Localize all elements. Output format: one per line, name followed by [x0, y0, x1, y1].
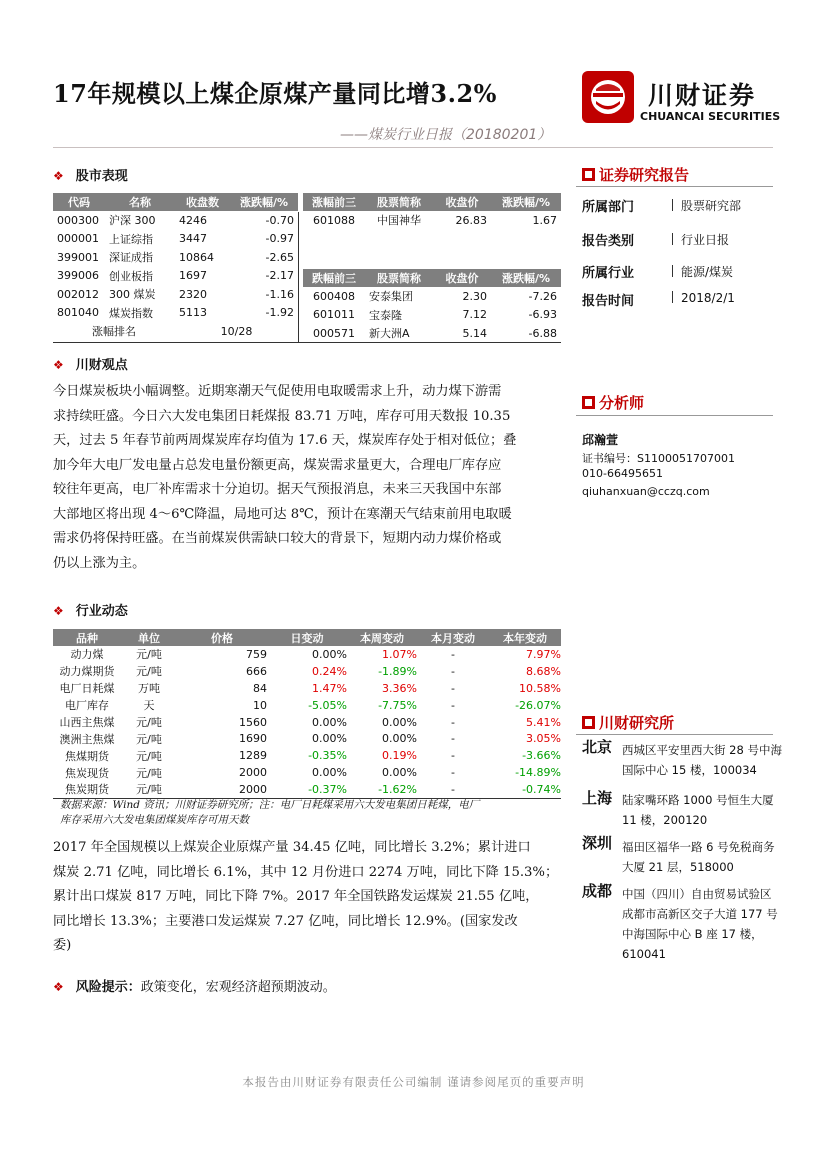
col-header: 单位	[121, 629, 177, 646]
paragraph-line: 煤炭 2.71 亿吨，同比增长 6.1%，其中 12 月份进口 2274 万吨，同比下降 15.3%；	[53, 864, 559, 880]
table-cell: 新大洲A	[369, 327, 410, 341]
market-heading-text: 股市表现	[75, 169, 128, 184]
table-cell: 1690	[239, 732, 267, 746]
table-row	[53, 211, 298, 230]
industry-label: 所属行业	[582, 266, 635, 281]
paragraph-line: 2017 年全国规模以上煤炭企业原煤产量 34.45 亿吨，同比增长 3.2%；累计进口	[53, 840, 531, 855]
office-address-shenzhen: 福田区福华一路 6 号免税商务大厦 21 层，518000	[622, 840, 775, 874]
table-cell: 宝泰隆	[369, 308, 402, 322]
table-cell: 3.36%	[382, 681, 417, 695]
paragraph-line: 加今年大电厂发电量占总发电量份额更高，煤炭需求量更大，合理电厂库存应	[53, 457, 502, 473]
note-line: 库存采用六大发电集团煤炭库存可用天数	[60, 814, 249, 826]
table-cell: 元/吨	[136, 766, 162, 780]
table-row	[53, 680, 561, 697]
table-cell: 1.67	[532, 213, 557, 227]
col-header: 本月变动	[417, 629, 489, 646]
table-cell: 000300	[57, 213, 99, 227]
table-cell: -1.89%	[378, 664, 417, 678]
table-cell: 10	[253, 698, 267, 712]
report-info-heading	[582, 164, 689, 185]
table-row	[53, 747, 561, 764]
report-subtitle: ——煤炭行业日报（20180201）	[340, 127, 552, 143]
table-row	[303, 306, 561, 325]
report-info-heading-text: 证券研究报告	[599, 166, 690, 184]
table-cell: 0.19%	[382, 749, 417, 763]
divider	[576, 734, 773, 735]
divider	[576, 415, 773, 416]
office-address-beijing: 西城区平安里西大街 28 号中海国际中心 15 楼，100034	[622, 743, 782, 777]
col-header: 收盘价	[433, 193, 491, 211]
table-cell: -1.62%	[347, 781, 417, 798]
table-cell: -6.93	[528, 308, 557, 322]
table-cell: 元/吨	[136, 665, 162, 679]
table-cell: 0.00%	[382, 732, 417, 746]
table-cell: 创业板指	[109, 269, 153, 283]
table-cell: -0.97	[265, 232, 294, 246]
analyst-heading	[582, 392, 644, 413]
type-label: 报告类别	[582, 234, 635, 249]
table-cell: 沪深 300	[109, 214, 156, 228]
table-cell: 1.47%	[312, 681, 347, 695]
table-cell: 电厂日耗煤	[59, 682, 115, 696]
table-cell: 焦炭现货	[65, 766, 109, 780]
table-cell: -2.17	[265, 269, 294, 283]
table-cell: 399006	[57, 269, 99, 283]
table-cell: 0.00%	[382, 715, 417, 729]
table-cell: -0.74%	[489, 781, 561, 798]
table-cell: 84	[253, 681, 267, 695]
report-title: 17年规模以上煤企原煤产量同比增3.2%	[53, 79, 497, 108]
industry-price-table	[53, 629, 561, 799]
diamond-bullet-icon: ❖	[53, 980, 64, 994]
analyst-heading-text: 分析师	[599, 394, 645, 412]
table-cell: 澳洲主焦煤	[59, 732, 115, 746]
table-cell: 1697	[179, 269, 207, 283]
table-cell: -5.05%	[308, 698, 347, 712]
table-row	[53, 267, 298, 286]
risk-line	[53, 976, 336, 995]
table-cell: 2000	[239, 766, 267, 780]
table-cell: -2.65	[265, 250, 294, 264]
date-value: 2018/2/1	[672, 291, 735, 305]
analyst-email[interactable]: qiuhanxuan@cczq.com	[582, 485, 710, 498]
paragraph-line: 大部地区将出现 4～6℃降温，局地可达 8℃，预计在寒潮天气结束前用电取暖	[53, 506, 512, 522]
table-cell: 801040	[57, 306, 99, 320]
table-cell: -7.75%	[378, 698, 417, 712]
diamond-bullet-icon: ❖	[53, 169, 64, 183]
col-header: 涨跌幅/%	[230, 193, 298, 211]
table-cell: 动力煤	[70, 648, 104, 662]
diamond-bullet-icon: ❖	[53, 604, 64, 618]
view-heading-text: 川财观点	[75, 358, 128, 373]
col-header: 涨幅前三	[303, 193, 365, 211]
view-heading	[53, 354, 128, 373]
table-cell: -	[451, 681, 455, 695]
table-cell: -	[451, 715, 455, 729]
type-value: 行业日报	[672, 231, 729, 248]
col-header: 跌幅前三	[303, 269, 365, 287]
table-cell: -	[451, 766, 455, 780]
table-cell: 焦煤期货	[65, 749, 109, 763]
table-row	[53, 714, 561, 731]
dept-value: 股票研究部	[672, 197, 741, 214]
table-cell: 1.07%	[382, 647, 417, 661]
rank-row	[53, 322, 298, 341]
table-cell: 元/吨	[136, 716, 162, 729]
table-cell: 元/吨	[136, 732, 162, 746]
table-cell: 4246	[179, 213, 207, 227]
col-header: 本年变动	[489, 629, 561, 646]
risk-text: 政策变化，宏观经济超预期波动。	[140, 980, 336, 995]
empty-row	[303, 248, 561, 267]
col-header: 本周变动	[347, 629, 417, 646]
table-cell: 动力煤期货	[59, 665, 115, 679]
industry-value: 能源/煤炭	[672, 263, 733, 280]
square-bullet-icon	[582, 396, 595, 409]
table-cell: 2000	[177, 781, 267, 798]
table-row	[53, 646, 561, 663]
office-address-shanghai: 陆家嘴环路 1000 号恒生大厦 11 楼，200120	[622, 793, 774, 827]
table-cell: -	[451, 749, 455, 763]
table-header-row	[53, 629, 561, 646]
table-cell: 中国神华	[377, 214, 421, 228]
square-bullet-icon	[582, 168, 595, 181]
col-header: 收盘数	[175, 193, 230, 211]
risk-label: 风险提示：	[75, 980, 141, 995]
paragraph-line: 较往年更高，电厂补库需求十分迫切。据天气预报消息，未来三天我国中东部	[53, 482, 502, 497]
table-row	[53, 764, 561, 781]
table-cell: 0.00%	[312, 647, 347, 661]
table-cell: 600408	[313, 289, 355, 303]
header-divider	[53, 147, 773, 148]
table-cell: 1289	[239, 749, 267, 763]
view-paragraph	[53, 380, 565, 576]
table-cell: 002012	[57, 287, 99, 301]
table-cell: 深证成指	[109, 251, 153, 265]
table-cell: 3.05%	[526, 732, 561, 746]
table-cell: 7.12	[462, 308, 487, 322]
col-header: 价格	[177, 629, 267, 646]
table-row	[53, 230, 298, 249]
table-cell: 759	[246, 647, 267, 661]
table-cell: -0.70	[265, 213, 294, 227]
divider	[576, 186, 773, 187]
table-cell: -7.26	[528, 289, 557, 303]
page-footer: 本报告由川财证券有限责任公司编制 谨请参阅尾页的重要声明	[242, 1075, 585, 1089]
table-cell: 601088	[313, 213, 355, 227]
paragraph-line: 仍以上涨为主。	[53, 555, 146, 571]
table-cell: -6.88	[528, 326, 557, 340]
table-cell: 8.68%	[526, 664, 561, 678]
table-cell: 0.00%	[312, 732, 347, 746]
paragraph-line: 委)	[53, 938, 72, 953]
table-cell: -	[451, 647, 455, 661]
paragraph-line: 同比增长 13.3%；主要港口发运煤炭 7.27 亿吨，同比增长 12.9%。(国家发改	[53, 913, 518, 929]
rank-label: 涨幅排名	[92, 325, 136, 339]
table-cell: 0.24%	[312, 664, 347, 678]
col-header: 涨跌幅/%	[491, 269, 561, 287]
table-cell: 3447	[179, 232, 207, 246]
table-cell: -0.35%	[308, 749, 347, 763]
table-row	[303, 287, 561, 306]
table-header-row	[303, 193, 561, 211]
industry-heading	[53, 600, 128, 619]
paragraph-line: 求持续旺盛。今日六大发电集团日耗煤报 83.71 万吨，库存可用天数报 10.35	[53, 408, 511, 424]
table-cell: -	[451, 664, 455, 678]
table-cell: 万吨	[138, 682, 160, 696]
dept-label: 所属部门	[582, 200, 635, 215]
brand-name-cn: 川财证券	[648, 81, 757, 110]
data-source-note	[60, 798, 560, 828]
table-cell: 666	[246, 664, 267, 678]
office-city-shanghai: 上海	[582, 789, 613, 807]
market-heading	[53, 165, 128, 184]
table-cell: -0.37%	[267, 781, 347, 798]
table-cell: 399001	[57, 250, 99, 264]
table-cell: 元/吨	[136, 648, 162, 662]
square-bullet-icon	[582, 716, 595, 729]
brand-name-en: CHUANCAI SECURITIES	[640, 110, 781, 123]
paragraph-line: 需求仍将保持旺盛。在当前煤炭供需缺口较大的背景下，短期内动力煤价格或	[53, 531, 502, 546]
table-cell: 2.30	[462, 289, 487, 303]
table-row	[303, 211, 561, 230]
table-cell: 安泰集团	[369, 290, 413, 304]
table-cell: 上证综指	[109, 232, 153, 246]
col-header: 品种	[53, 629, 121, 646]
table-cell: 000571	[313, 326, 355, 340]
table-cell: 5113	[179, 306, 207, 320]
table-cell: -	[417, 781, 489, 798]
office-city-shenzhen: 深圳	[582, 834, 613, 852]
table-header-row	[303, 269, 561, 287]
date-label: 报告时间	[582, 294, 635, 309]
market-index-table	[53, 193, 298, 341]
table-row	[53, 781, 561, 798]
col-header: 涨跌幅/%	[491, 193, 561, 211]
col-header: 日变动	[267, 629, 347, 646]
table-row	[53, 304, 298, 323]
table-cell: 元/吨	[136, 749, 162, 763]
table-cell: 1560	[239, 715, 267, 729]
analyst-cert: 证书编号：S1100051707001	[582, 452, 735, 465]
table-cell: 0.00%	[382, 766, 417, 780]
table-cell: -	[451, 698, 455, 712]
table-cell: -14.89%	[515, 766, 561, 780]
table-cell: 0.00%	[312, 766, 347, 780]
table-cell: 26.83	[455, 213, 487, 227]
table-cell: -26.07%	[515, 698, 561, 712]
table-cell: 10864	[179, 250, 214, 264]
table-cell: 0.00%	[312, 715, 347, 729]
table-row	[53, 248, 298, 267]
col-header: 股票简称	[365, 269, 433, 287]
table-cell: 焦炭期货	[53, 781, 121, 798]
table-cell: 电厂库存	[65, 699, 109, 713]
table-divider	[298, 212, 299, 342]
table-row	[303, 324, 561, 343]
table-cell: -1.16	[265, 287, 294, 301]
table-cell: 天	[143, 699, 155, 713]
office-address-chengdu: 中国（四川）自由贸易试验区成都市高新区交子大道 177 号中海国际中心 B 座 17 楼，610041	[622, 887, 778, 961]
chuancai-logo	[582, 71, 634, 123]
table-bottom-line	[53, 342, 561, 343]
diamond-bullet-icon: ❖	[53, 358, 64, 372]
table-row	[53, 697, 561, 714]
paragraph-line: 今日煤炭板块小幅调整。近期寒潮天气促使用电取暖需求上升，动力煤下游需	[53, 384, 502, 399]
table-cell: 煤炭指数	[109, 306, 153, 320]
top-gainers-table	[303, 193, 561, 267]
empty-row	[303, 230, 561, 249]
analyst-phone: 010-66495651	[582, 467, 663, 480]
table-row	[53, 663, 561, 680]
table-header-row	[53, 193, 298, 211]
table-row	[53, 730, 561, 747]
table-row	[53, 285, 298, 304]
office-city-beijing: 北京	[582, 738, 613, 756]
table-cell: 10.58%	[519, 681, 561, 695]
col-header: 名称	[105, 193, 175, 211]
industry-paragraph	[53, 836, 565, 959]
col-header: 收盘价	[433, 269, 491, 287]
table-cell: 山西主焦煤	[59, 716, 115, 729]
col-header: 股票简称	[365, 193, 433, 211]
note-line: 数据来源：Wind 资讯；川财证券研究所；注：电厂日耗煤采用六大发电集团日耗煤，电厂	[60, 799, 480, 811]
table-cell: 000001	[57, 232, 99, 246]
table-cell: 元/吨	[121, 781, 177, 798]
table-cell: 7.97%	[526, 647, 561, 661]
table-cell: 5.14	[462, 326, 487, 340]
office-city-chengdu: 成都	[582, 882, 613, 900]
analyst-name: 邱瀚萱	[582, 433, 619, 447]
paragraph-line: 天，过去 5 年春节前两周煤炭库存均值为 17.6 天，煤炭库存处于相对低位；叠	[53, 433, 517, 448]
table-cell: 300 煤炭	[109, 288, 156, 302]
table-cell: 2320	[179, 287, 207, 301]
table-cell: -	[451, 732, 455, 746]
table-cell: -3.66%	[522, 749, 561, 763]
institute-heading-text: 川财研究所	[599, 714, 675, 732]
institute-heading	[582, 712, 674, 733]
rank-value: 10/28	[220, 324, 253, 338]
table-cell: -1.92	[265, 306, 294, 320]
col-header: 代码	[53, 193, 105, 211]
paragraph-line: 累计出口煤炭 817 万吨，同比下降 7%。2017 年全国铁路发运煤炭 21.55 亿吨，	[53, 889, 539, 904]
industry-heading-text: 行业动态	[75, 604, 128, 619]
table-cell: 5.41%	[526, 715, 561, 729]
top-losers-table	[303, 269, 561, 343]
table-cell: 601011	[313, 308, 355, 322]
